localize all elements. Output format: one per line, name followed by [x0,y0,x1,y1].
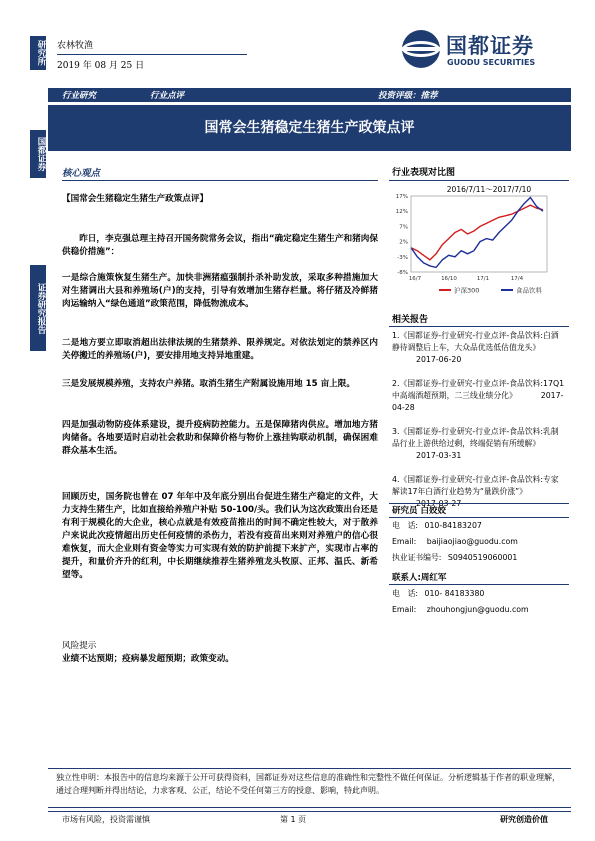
side-tab-report: 证券研究报告 [30,265,46,351]
chart-legend-label: 沪深300 [454,286,480,295]
core-divider [62,180,378,181]
core-paragraph: 昨日，李克强总理主持召开国务院常务会议，指出“确定稳定生猪生产和猪肉保供稳价措施”： [62,234,378,257]
contact-divider [389,584,569,585]
risk-title: 风险提示 [62,641,97,651]
industry-label: 农林牧渔 [57,41,94,51]
core-paragraph: 三是发展规模养殖，支持农户养猪。取消生猪生产附属设施用地 15 亩上限。 [62,379,355,389]
chart-y-tick: 2% [399,239,408,246]
chart-subtitle: 2016/7/11～2017/7/10 [446,185,532,194]
nav-type: 行业点评 [150,91,185,101]
related-divider [389,326,569,327]
core-heading: 核心观点 [62,168,101,179]
nav-category: 行业研究 [62,91,97,101]
chart-x-tick: 16/7 [408,276,422,282]
related-item[interactable]: 1.《国都证券-行业研究-行业点评-食品饮料:白酒静待调整后上车，大众品优选低估值龙头》2017-06-20 [392,331,559,364]
logo-text-cn: 国都证券 [446,34,534,58]
side-tab-company: 国都证券 [30,130,46,178]
analyst-title: 研究员 白姣姣 [392,506,446,516]
analyst-divider [389,517,569,518]
chart-y-tick: -8% [397,270,408,276]
related-item[interactable]: 2.《国都证券-行业研究-行业点评-食品饮料:17Q1 中高端酒超预期，二三线业绩分化》 2017-04-28 [392,379,565,412]
footer-slogan: 研究创造价值 [500,815,548,824]
analyst-email[interactable]: Email: baijiaojiao@guodu.com [392,537,518,546]
chart-divider [389,180,569,181]
chart-y-tick: 12% [395,209,408,216]
report-nav-bar [48,88,571,102]
related-item[interactable]: 4.《国都证券-行业研究-行业点评-食品饮料:专家解读17年白酒行业趋势为“量跌价涨”》 [392,475,559,496]
contact-phone: 电 话: 010- 84183380 [392,589,485,598]
core-paragraph: 回顾历史，国务院也曾在 07 年年中及年底分别出台促进生猪生产稳定的文件，大力支持生猪生产，比如直接给养殖户补贴 50-100/头。我们认为这次政策出台还是有利于规模化的大企业，核心点就是有效疫苗推出的时间不确定性较大，对于散养户来说此次疫情超出历史任何疫情的杀伤力，若没有疫苗出来则对养殖户的信心很难恢复，而大企业则有资金等实力可实现有效的防护前提下来扩产，实现市占率的提升，和量价齐升的红利，中长期继续推荐生猪养殖龙头牧原、正邦、温氏、新希望等。 [62,492,378,580]
chart-legend-label: 食品饮料 [516,286,542,295]
logo-text-en: GUODU SECURITIES [447,58,536,67]
contact-title: 联系人:周红军 [392,573,447,583]
logo-emblem-icon [400,28,442,70]
core-subheading: 【国常会生猪稳定生猪生产政策点评】 [62,194,209,204]
chart-y-tick: -3% [397,254,408,261]
footer-risk: 市场有风险，投资需谨慎 [62,815,150,824]
contact-email[interactable]: Email: zhouhongjun@guodu.com [392,605,529,614]
risk-text: 业绩不达预期；疫病暴发超预期；政策变动。 [62,654,234,664]
chart-y-tick: 17% [395,194,408,200]
chart-title: 行业表现对比图 [392,168,456,178]
core-paragraph: 二是地方要立即取消超出法律法规的生猪禁养、限养规定。对依法划定的禁养区内关停搬迁的养殖场(户)，要安排用地支持异地重建。 [62,338,378,361]
related-item[interactable]: 3.《国都证券-行业研究-行业点评-食品饮料:乳制品行业上游供给过剩，终端促销有所缓解》2017-03-31 [392,427,559,460]
chart-y-tick: 7% [399,224,408,231]
company-logo [400,28,570,72]
footer-divider [48,811,571,812]
core-paragraph: 四是加强动物防疫体系建设，提升疫病防控能力。五是保障猪肉供应。增加地方猪肉储备。各地要适时启动社会救助和保障价格与物价上涨挂钩联动机制，确保困难群众基本生活。 [62,420,378,456]
side-tab-research: 研究所 [30,36,46,70]
report-date: 2019 年 08 月 25 日 [57,61,145,71]
performance-chart [389,182,569,298]
header-divider [57,54,247,55]
chart-x-tick: 16/10 [441,276,457,282]
analyst-phone: 电 话: 010-84183207 [392,521,482,530]
related-title: 相关报告 [392,315,429,325]
chart-x-tick: 17/1 [476,276,490,282]
analyst-cert: 执业证书编号: S0940519060001 [392,553,518,562]
chart-x-tick: 17/4 [510,276,524,282]
nav-rating: 投资评级：推荐 [378,91,438,101]
core-paragraph: 一是综合施策恢复生猪生产。加快非洲猪瘟强制扑杀补助发放，采取多种措施加大对生猪调出大县和养殖场(户)的支持，引导有效增加生猪存栏量。将仔猪及冷鲜猪肉运输纳入“绿色通道”政策范围，降低物流成本。 [62,273,378,309]
disclaimer-box: 独立性申明：本报告中的信息均来源于公开可获得资料，国都证券对这些信息的准确性和完整性不做任何保证。分析逻辑基于作者的职业理解，通过合理判断并得出结论，力求客观、公正，结论不受任何第三方的授意、影响，特此声明。 [48,768,571,808]
chart-series-line [411,205,543,260]
report-title: 国常会生猪稳定生猪生产政策点评 [48,105,571,151]
footer-page: 第 1 页 [280,815,307,824]
